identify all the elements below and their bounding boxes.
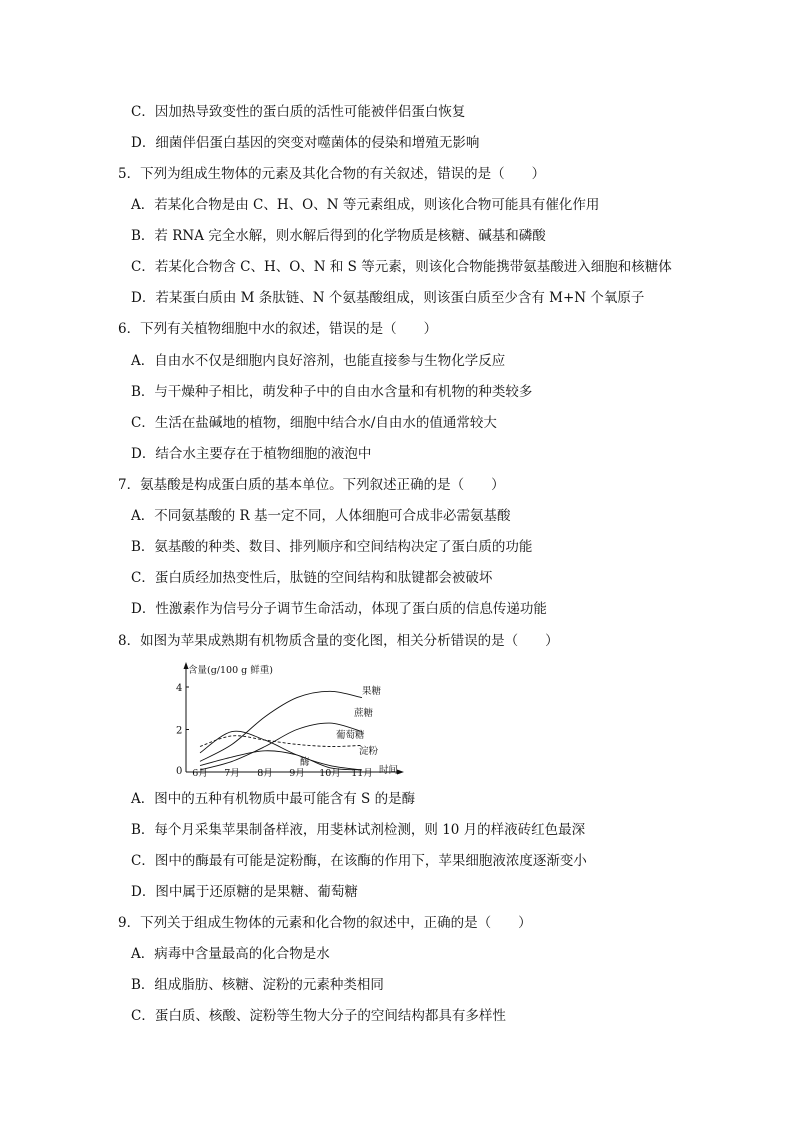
answer-option: C．若某化合物含 C、H、O、N 和 S 等元素，则该化合物能携带氨基酸进入细胞和核糖体 — [131, 259, 672, 275]
answer-option: B．氨基酸的种类、数目、排列顺序和空间结构决定了蛋白质的功能 — [131, 539, 533, 555]
answer-option: A．病毒中含量最高的化合物是水 — [131, 946, 330, 962]
series-label: 淀粉 — [359, 746, 379, 757]
question-stem: 9．下列关于组成生物体的元素和化合物的叙述中，正确的是（ ） — [118, 915, 532, 931]
x-axis-label: 时间 — [379, 765, 399, 776]
y-axis-label: 含量(g/100 g 鲜重) — [188, 665, 273, 676]
question-stem: 8．如图为苹果成熟期有机物质含量的变化图，相关分析错误的是（ ） — [118, 633, 559, 649]
question-stem: 5．下列为组成生物体的元素及其化合物的有关叙述，错误的是（ ） — [118, 166, 546, 182]
x-axis-arrow — [397, 770, 404, 775]
x-tick-label: 10月 — [319, 768, 341, 778]
answer-option: C．蛋白质、核酸、淀粉等生物大分子的空间结构都具有多样性 — [131, 1008, 506, 1024]
answer-option: D．结合水主要存在于植物细胞的液泡中 — [131, 446, 372, 462]
answer-option: B．每个月采集苹果制备样液，用斐林试剂检测，则 10 月的样液砖红色最深 — [131, 822, 586, 838]
series-label: 蔗糖 — [354, 708, 374, 719]
answer-option: B．与干燥种子相比，萌发种子中的自由水含量和有机物的种类较多 — [131, 384, 533, 400]
x-tick-label: 9月 — [289, 768, 305, 778]
answer-option: D．性激素作为信号分子调节生命活动，体现了蛋白质的信息传递功能 — [131, 601, 547, 617]
answer-option: A．图中的五种有机物质中最可能含有 S 的是酶 — [131, 791, 416, 807]
answer-option: B．若 RNA 完全水解，则水解后得到的化学物质是核糖、碱基和磷酸 — [131, 228, 546, 244]
series-label: 果糖 — [362, 686, 382, 697]
answer-option: C．图中的酶最有可能是淀粉酶，在该酶的作用下，苹果细胞液浓度逐渐变小 — [131, 853, 587, 869]
answer-option: A．不同氨基酸的 R 基一定不同，人体细胞可合成非必需氨基酸 — [131, 508, 511, 524]
question-stem: 6．下列有关植物细胞中水的叙述，错误的是（ ） — [118, 321, 438, 337]
series-line — [200, 691, 362, 761]
x-tick-label: 6月 — [192, 768, 208, 778]
series-label: 酶 — [300, 757, 310, 768]
answer-option: D．若某蛋白质由 M 条肽链、N 个氨基酸组成，则该蛋白质至少含有 M+N 个氧原子 — [131, 290, 645, 306]
question-stem: 7．氨基酸是构成蛋白质的基本单位。下列叙述正确的是（ ） — [118, 477, 505, 493]
answer-option: A．若某化合物是由 C、H、O、N 等元素组成，则该化合物可能具有催化作用 — [131, 197, 600, 213]
answer-option: B．组成脂肪、核糖、淀粉的元素种类相同 — [131, 977, 384, 993]
answer-option: D．图中属于还原糖的是果糖、葡萄糖 — [131, 884, 358, 900]
answer-option: C．生活在盐碱地的植物，细胞中结合水/自由水的值通常较大 — [131, 415, 497, 431]
x-tick-label: 7月 — [224, 768, 240, 778]
series-label: 葡萄糖 — [336, 730, 365, 741]
answer-option: D．细菌伴侣蛋白基因的突变对噬菌体的侵染和增殖无影响 — [131, 135, 480, 151]
origin-label: 0 — [176, 766, 183, 777]
answer-option: C．蛋白质经加热变性后，肽链的空间结构和肽键都会被破坏 — [131, 570, 493, 586]
x-tick-label: 11月 — [351, 768, 373, 778]
answer-option: C．因加热导致变性的蛋白质的活性可能被伴侣蛋白恢复 — [131, 104, 466, 120]
apple-ripening-chart — [172, 660, 412, 778]
y-tick-label: 2 — [176, 725, 183, 737]
answer-option: A．自由水不仅是细胞内良好溶剂，也能直接参与生物化学反应 — [131, 353, 506, 369]
x-tick-label: 8月 — [257, 768, 273, 778]
y-tick-label: 4 — [176, 683, 183, 694]
